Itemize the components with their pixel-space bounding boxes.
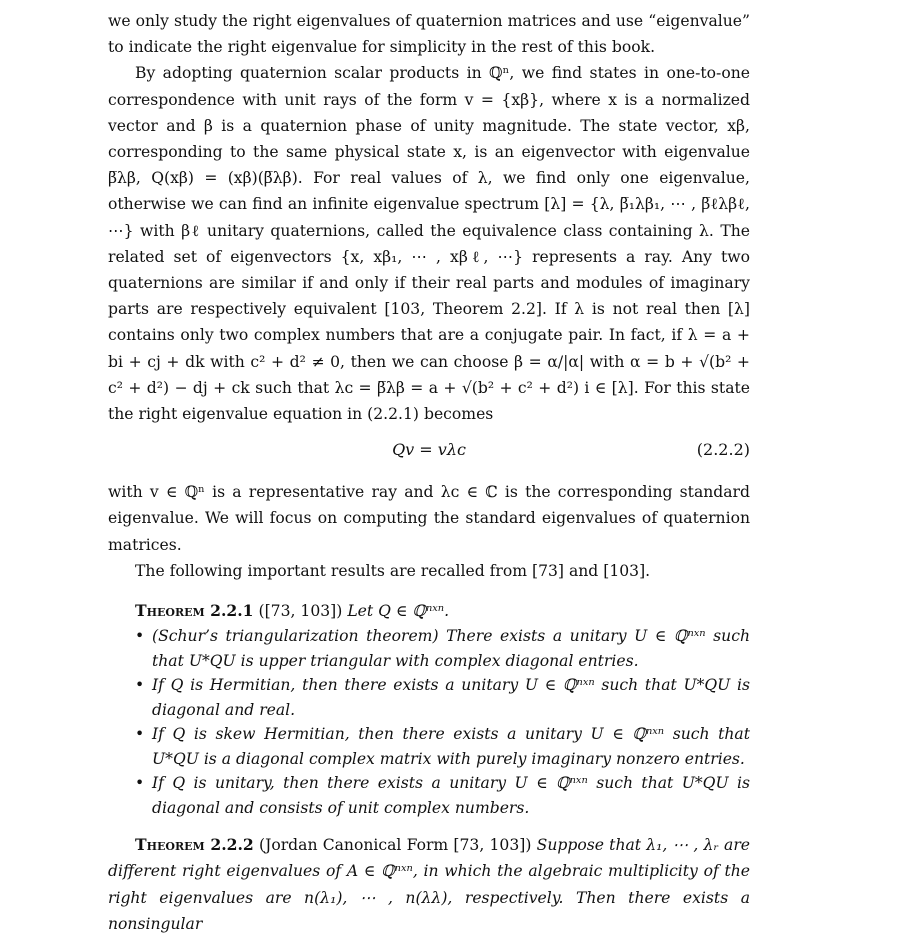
theorem-2-citation: (Jordan Canonical Form [73, 103]) [258, 836, 532, 855]
equation-2-2-2 [108, 427, 750, 479]
theorem-2-2-2 [108, 832, 750, 937]
theorem-1-item [108, 673, 750, 722]
equation-body: Qv = vλᴄ [392, 440, 466, 460]
theorem-1-list [108, 624, 750, 820]
theorem-1-title: Theorem 2.2.1 [135, 601, 254, 621]
theorem-1-item [108, 722, 750, 771]
theorem-1-citation: ([73, 103]) [258, 602, 343, 621]
paragraph-quaternion-states: By adopting quaternion scalar products in ℚⁿ, we find states in one-to-one correspondence with unit rays of the form v = {xβ}, where x is a normalized vector and β is a quaternion phase of unity magnitude. The state vector, xβ, corresponding to the same physical state x, is an eigenvector with eigenvalue β̅λβ, Q(xβ) = (xβ)(β̅λβ). For real values of λ, we find only one eigenvalue, otherwise we can find an infinite eigenvalue spectrum [λ] = {λ, β̅₁λβ₁, ⋯ , β̅ℓλβℓ, ⋯} with βℓ unitary quaternions, called the equivalence class containing λ. The related set of eigenvectors {x, xβ₁, ⋯ , xβℓ, ⋯} represents a ray. Any two quaternions are similar if and only if their real parts and modules of imaginary parts are respectively equivalent [103, Theorem 2.2]. If λ is not real then [λ] contains only two complex numbers that are a conjugate pair. In fact, if λ = a + bi + cj + dk with c² + d² ≠ 0, then we can choose β = α/|α| with α = b + √(b² + c² + d²) − dj + ck such that λᴄ = β̅λβ = a + √(b² + c² + d²) i ∈ [λ]. For this state the right eigenvalue equation in (2.2.1) becomes [108, 64, 750, 424]
bullet-icon: • [135, 627, 145, 646]
paragraph-recalled-results: The following important results are recalled from [73] and [103]. [135, 561, 651, 580]
theorem-2-2-1 [108, 598, 750, 820]
theorem-1-item [108, 771, 750, 820]
paragraph-standard-eigenvalue: with v ∈ ℚⁿ is a representative ray and λᴄ ∈ ℂ is the corresponding standard eigenvalue. We will focus on computing the standard eigenvalues of quaternion matrices. [108, 483, 750, 554]
bullet-icon: • [135, 676, 145, 695]
theorem-1-item-text: If Q is skew Hermitian, then there exists a unitary U ∈ ℚⁿˣⁿ such that U*QU is a diagonal complex matrix with purely imaginary nonzero entries. [152, 725, 750, 768]
bullet-icon: • [135, 725, 145, 744]
theorem-1-item [108, 624, 750, 673]
theorem-2-title: Theorem 2.2.2 [135, 835, 254, 855]
bullet-icon: • [135, 774, 145, 793]
theorem-1-item-text: (Schur’s triangularization theorem) There exists a unitary U ∈ ℚⁿˣⁿ such that U*QU is upper triangular with complex diagonal entries. [152, 627, 750, 670]
theorem-1-item-text: If Q is Hermitian, then there exists a unitary U ∈ ℚⁿˣⁿ such that U*QU is diagonal and real. [152, 676, 750, 719]
theorem-1-item-text: If Q is unitary, then there exists a unitary U ∈ ℚⁿˣⁿ such that U*QU is diagonal and consists of unit complex numbers. [152, 774, 750, 817]
theorem-1-statement: Let Q ∈ ℚⁿˣⁿ. [347, 602, 450, 621]
theorem-2-statement: Suppose that λ₁, ⋯ , λᵣ are different right eigenvalues of A ∈ ℚⁿˣⁿ, in which the algebraic multiplicity of the right eigenvalues are n(λ₁), ⋯ , n(λλ), respectively. Then there exists a nonsingular [108, 836, 750, 933]
equation-number: (2.2.2) [696, 440, 750, 460]
paragraph-continuation: we only study the right eigenvalues of quaternion matrices and use “eigenvalue” to indicate the right eigenvalue for simplicity in the rest of this book. [108, 12, 750, 57]
theorem-1-heading [108, 598, 750, 624]
